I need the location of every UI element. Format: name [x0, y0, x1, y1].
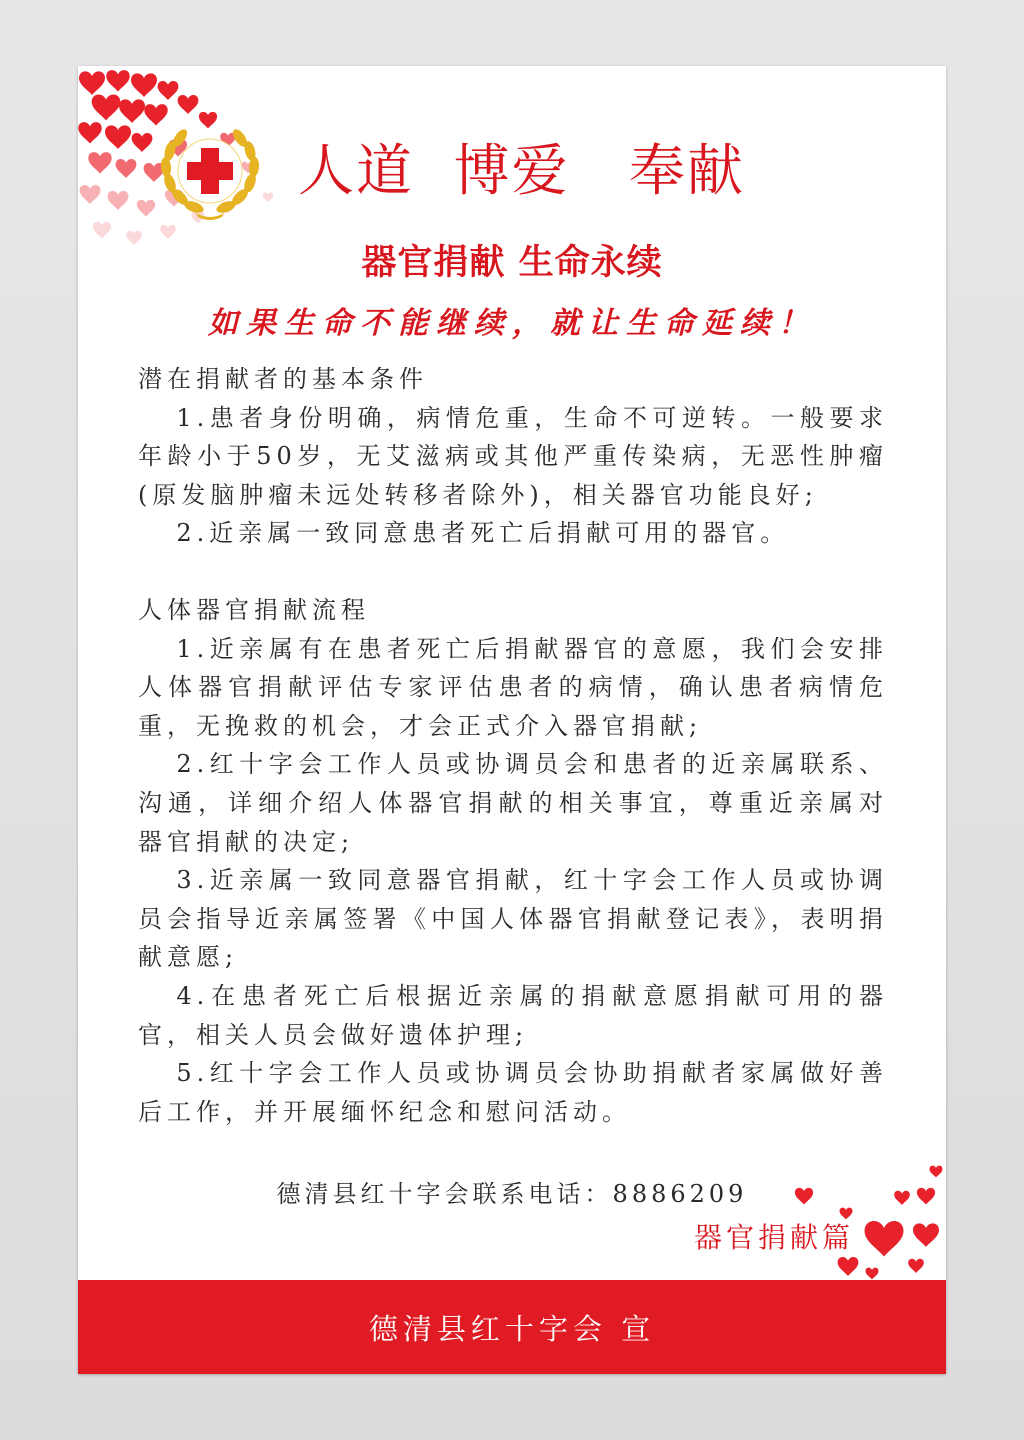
contact-phone: 德清县红十字会联系电话：8886209: [276, 1180, 748, 1208]
red-cross-emblem-icon: [156, 121, 264, 225]
poster: [78, 66, 946, 1374]
process-item-4: 4.在患者死亡后根据近亲属的捐献意愿捐献可用的器官，相关人员会做好遗体护理;: [138, 981, 888, 1049]
conditions-item-2: 2.近亲属一致同意患者死亡后捐献可用的器官。: [176, 519, 790, 548]
conditions-heading: 潜在捐献者的基本条件: [138, 365, 428, 393]
footer-banner: [78, 1280, 946, 1374]
section-spacer: [138, 553, 888, 591]
headline: 器官捐献 生命永续: [361, 243, 663, 283]
slogan: 人道 博爱 奉献: [298, 139, 746, 204]
process-item-5: 5.红十字会工作人员或协调员会协助捐献者家属做好善后工作，并开展缅怀纪念和慰问活动。: [138, 1059, 888, 1126]
conditions-item-1: 1.患者身份明确，病情危重，生命不可逆转。一般要求年龄小于50岁，无艾滋病或其他严重传染病，无恶性肿瘤(原发脑肿瘤未远处转移者除外)，相关器官功能良好;: [138, 403, 888, 509]
body-text: [138, 360, 888, 1131]
process-item-1: 1.近亲属有在患者死亡后捐献器官的意愿，我们会安排人体器官捐献评估专家评估患者的病情，确认患者病情危重，无挽救的机会，才会正式介入器官捐献;: [138, 634, 888, 740]
process-item-3: 3.近亲属一致同意器官捐献，红十字会工作人员或协调员会指导近亲属签署《中国人体器官捐献登记表》，表明捐献意愿;: [138, 866, 888, 972]
footer-text: 德清县红十字会 宣: [368, 1311, 656, 1346]
tagline: 如果生命不能继续，就让生命延续！: [208, 306, 816, 341]
process-item-2: 2.红十字会工作人员或协调员会和患者的近亲属联系、沟通，详细介绍人体器官捐献的相关事宜，尊重近亲属对器官捐献的决定;: [138, 750, 888, 856]
section-label: 器官捐献篇: [694, 1221, 855, 1254]
process-heading: 人体器官捐献流程: [138, 595, 370, 624]
